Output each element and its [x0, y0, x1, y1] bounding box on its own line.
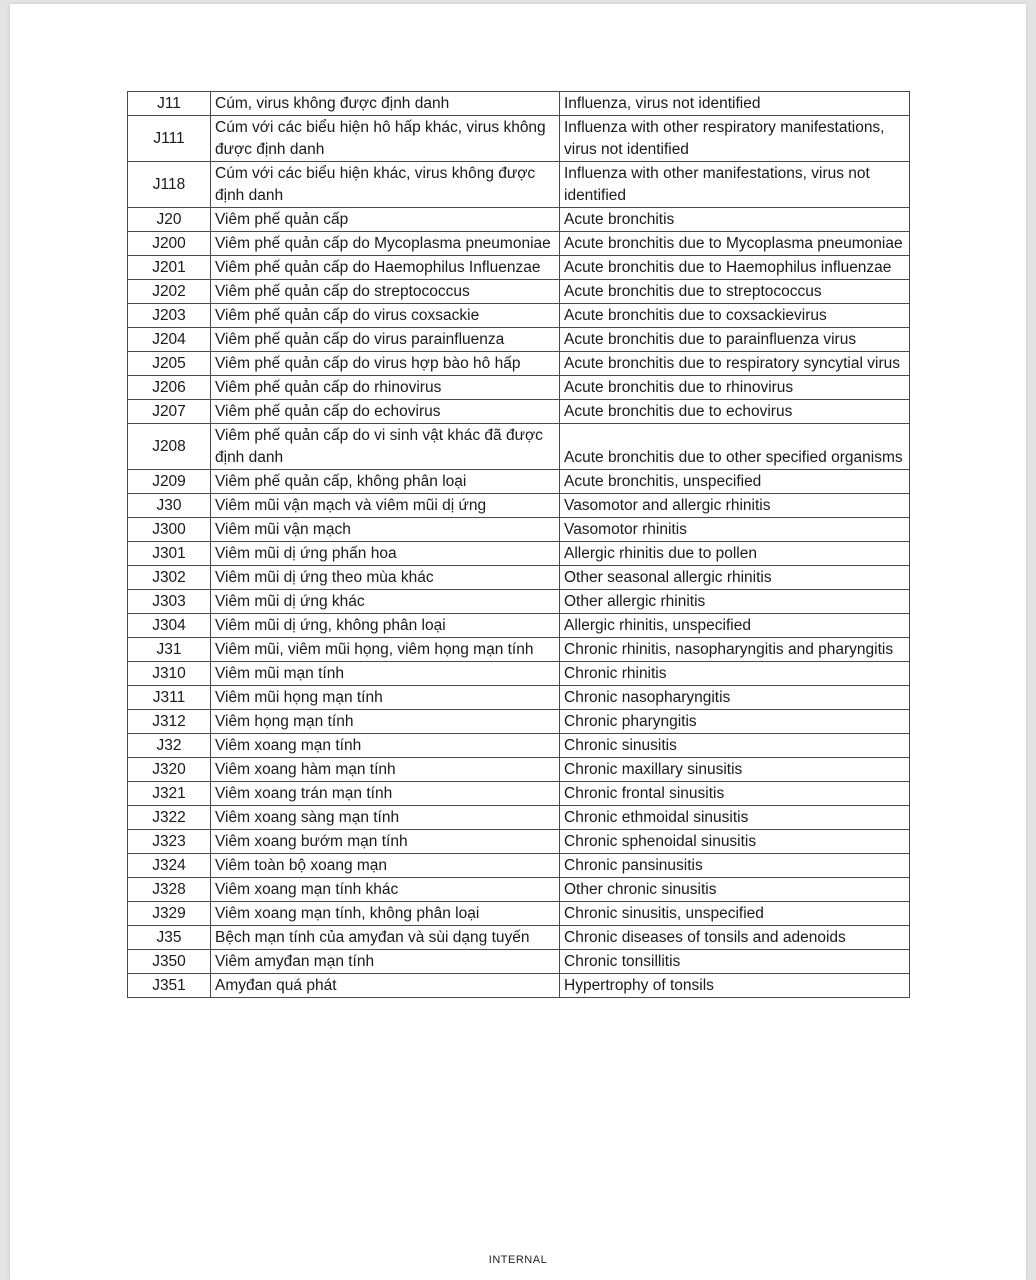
table-row	[128, 638, 910, 662]
vietnamese-description-cell: Viêm xoang mạn tính, không phân loại	[211, 902, 560, 926]
vietnamese-description-cell: Viêm phế quản cấp	[211, 208, 560, 232]
code-cell: J206	[128, 376, 211, 400]
table-row	[128, 162, 910, 208]
table-row	[128, 566, 910, 590]
vietnamese-description-cell: Bệch mạn tính của amyđan và sùi dạng tuyến	[211, 926, 560, 950]
table-row	[128, 328, 910, 352]
code-cell: J304	[128, 614, 211, 638]
english-description-cell: Acute bronchitis, unspecified	[560, 470, 910, 494]
code-cell: J205	[128, 352, 211, 376]
vietnamese-description-cell: Viêm xoang trán mạn tính	[211, 782, 560, 806]
table-row	[128, 208, 910, 232]
code-cell: J209	[128, 470, 211, 494]
english-description-cell: Acute bronchitis due to respiratory syncytial virus	[560, 352, 910, 376]
table-row	[128, 806, 910, 830]
table-row	[128, 662, 910, 686]
vietnamese-description-cell: Viêm phế quản cấp do streptococcus	[211, 280, 560, 304]
english-description-cell: Allergic rhinitis due to pollen	[560, 542, 910, 566]
english-description-cell: Vasomotor rhinitis	[560, 518, 910, 542]
vietnamese-description-cell: Viêm xoang hàm mạn tính	[211, 758, 560, 782]
table-row	[128, 734, 910, 758]
english-description-cell: Chronic diseases of tonsils and adenoids	[560, 926, 910, 950]
code-cell: J20	[128, 208, 211, 232]
table-row	[128, 92, 910, 116]
table-row	[128, 950, 910, 974]
vietnamese-description-cell: Viêm mũi vận mạch	[211, 518, 560, 542]
table-row	[128, 116, 910, 162]
english-description-cell: Influenza with other manifestations, virus not identified	[560, 162, 910, 208]
vietnamese-description-cell: Viêm mũi dị ứng khác	[211, 590, 560, 614]
code-cell: J301	[128, 542, 211, 566]
table-row	[128, 400, 910, 424]
vietnamese-description-cell: Viêm xoang bướm mạn tính	[211, 830, 560, 854]
vietnamese-description-cell: Cúm với các biểu hiện hô hấp khác, virus không được định danh	[211, 116, 560, 162]
table-row	[128, 686, 910, 710]
english-description-cell: Chronic maxillary sinusitis	[560, 758, 910, 782]
table-row	[128, 926, 910, 950]
english-description-cell: Acute bronchitis due to streptococcus	[560, 280, 910, 304]
code-cell: J302	[128, 566, 211, 590]
vietnamese-description-cell: Viêm mũi dị ứng, không phân loại	[211, 614, 560, 638]
code-cell: J11	[128, 92, 211, 116]
english-description-cell: Acute bronchitis	[560, 208, 910, 232]
code-cell: J350	[128, 950, 211, 974]
code-cell: J320	[128, 758, 211, 782]
vietnamese-description-cell: Viêm mũi mạn tính	[211, 662, 560, 686]
code-cell: J201	[128, 256, 211, 280]
vietnamese-description-cell: Cúm, virus không được định danh	[211, 92, 560, 116]
table-row	[128, 830, 910, 854]
code-cell: J321	[128, 782, 211, 806]
vietnamese-description-cell: Viêm phế quản cấp do Haemophilus Influenzae	[211, 256, 560, 280]
english-description-cell: Acute bronchitis due to other specified organisms	[560, 424, 910, 470]
code-cell: J203	[128, 304, 211, 328]
english-description-cell: Other allergic rhinitis	[560, 590, 910, 614]
english-description-cell: Chronic rhinitis	[560, 662, 910, 686]
vietnamese-description-cell: Cúm với các biểu hiện khác, virus không được định danh	[211, 162, 560, 208]
table-row	[128, 590, 910, 614]
vietnamese-description-cell: Viêm phế quản cấp do vi sinh vật khác đã được định danh	[211, 424, 560, 470]
english-description-cell: Other seasonal allergic rhinitis	[560, 566, 910, 590]
english-description-cell: Chronic pharyngitis	[560, 710, 910, 734]
code-cell: J322	[128, 806, 211, 830]
table-row	[128, 710, 910, 734]
vietnamese-description-cell: Viêm mũi vận mạch và viêm mũi dị ứng	[211, 494, 560, 518]
code-cell: J300	[128, 518, 211, 542]
code-cell: J310	[128, 662, 211, 686]
vietnamese-description-cell: Viêm phế quản cấp, không phân loại	[211, 470, 560, 494]
english-description-cell: Acute bronchitis due to parainfluenza virus	[560, 328, 910, 352]
vietnamese-description-cell: Viêm mũi dị ứng phấn hoa	[211, 542, 560, 566]
vietnamese-description-cell: Viêm toàn bộ xoang mạn	[211, 854, 560, 878]
code-cell: J323	[128, 830, 211, 854]
english-description-cell: Chronic tonsillitis	[560, 950, 910, 974]
code-table-body	[128, 92, 910, 998]
code-cell: J324	[128, 854, 211, 878]
code-cell: J111	[128, 116, 211, 162]
code-cell: J312	[128, 710, 211, 734]
code-cell: J35	[128, 926, 211, 950]
table-row	[128, 352, 910, 376]
vietnamese-description-cell: Viêm mũi, viêm mũi họng, viêm họng mạn tính	[211, 638, 560, 662]
english-description-cell: Acute bronchitis due to Mycoplasma pneumoniae	[560, 232, 910, 256]
table-row	[128, 902, 910, 926]
table-row	[128, 232, 910, 256]
icd-code-table	[127, 91, 910, 998]
vietnamese-description-cell: Viêm phế quản cấp do virus coxsackie	[211, 304, 560, 328]
table-row	[128, 256, 910, 280]
table-row	[128, 854, 910, 878]
vietnamese-description-cell: Viêm phế quản cấp do Mycoplasma pneumoniae	[211, 232, 560, 256]
english-description-cell: Chronic sphenoidal sinusitis	[560, 830, 910, 854]
english-description-cell: Chronic ethmoidal sinusitis	[560, 806, 910, 830]
english-description-cell: Influenza, virus not identified	[560, 92, 910, 116]
english-description-cell: Chronic pansinusitis	[560, 854, 910, 878]
english-description-cell: Chronic frontal sinusitis	[560, 782, 910, 806]
table-row	[128, 542, 910, 566]
table-row	[128, 280, 910, 304]
table-row	[128, 518, 910, 542]
table-row	[128, 470, 910, 494]
english-description-cell: Other chronic sinusitis	[560, 878, 910, 902]
code-cell: J200	[128, 232, 211, 256]
code-cell: J328	[128, 878, 211, 902]
code-cell: J207	[128, 400, 211, 424]
english-description-cell: Allergic rhinitis, unspecified	[560, 614, 910, 638]
code-cell: J32	[128, 734, 211, 758]
vietnamese-description-cell: Viêm xoang mạn tính khác	[211, 878, 560, 902]
code-cell: J329	[128, 902, 211, 926]
code-cell: J351	[128, 974, 211, 998]
document-page	[10, 4, 1026, 1280]
english-description-cell: Influenza with other respiratory manifestations, virus not identified	[560, 116, 910, 162]
english-description-cell: Acute bronchitis due to coxsackievirus	[560, 304, 910, 328]
vietnamese-description-cell: Viêm mũi dị ứng theo mùa khác	[211, 566, 560, 590]
code-cell: J303	[128, 590, 211, 614]
english-description-cell: Vasomotor and allergic rhinitis	[560, 494, 910, 518]
english-description-cell: Acute bronchitis due to Haemophilus influenzae	[560, 256, 910, 280]
table-row	[128, 782, 910, 806]
table-row	[128, 376, 910, 400]
code-cell: J208	[128, 424, 211, 470]
english-description-cell: Chronic sinusitis	[560, 734, 910, 758]
table-row	[128, 304, 910, 328]
vietnamese-description-cell: Viêm phế quản cấp do echovirus	[211, 400, 560, 424]
code-cell: J202	[128, 280, 211, 304]
table-row	[128, 494, 910, 518]
english-description-cell: Chronic nasopharyngitis	[560, 686, 910, 710]
vietnamese-description-cell: Viêm phế quản cấp do virus parainfluenza	[211, 328, 560, 352]
vietnamese-description-cell: Viêm phế quản cấp do virus hợp bào hô hấp	[211, 352, 560, 376]
english-description-cell: Acute bronchitis due to echovirus	[560, 400, 910, 424]
vietnamese-description-cell: Amyđan quá phát	[211, 974, 560, 998]
vietnamese-description-cell: Viêm họng mạn tính	[211, 710, 560, 734]
table-row	[128, 614, 910, 638]
vietnamese-description-cell: Viêm phế quản cấp do rhinovirus	[211, 376, 560, 400]
table-row	[128, 424, 910, 470]
table-row	[128, 878, 910, 902]
vietnamese-description-cell: Viêm xoang sàng mạn tính	[211, 806, 560, 830]
english-description-cell: Chronic rhinitis, nasopharyngitis and pharyngitis	[560, 638, 910, 662]
english-description-cell: Chronic sinusitis, unspecified	[560, 902, 910, 926]
table-row	[128, 758, 910, 782]
table-row	[128, 974, 910, 998]
english-description-cell: Acute bronchitis due to rhinovirus	[560, 376, 910, 400]
code-cell: J311	[128, 686, 211, 710]
code-cell: J30	[128, 494, 211, 518]
footer-label: INTERNAL	[488, 1254, 548, 1266]
vietnamese-description-cell: Viêm amyđan mạn tính	[211, 950, 560, 974]
vietnamese-description-cell: Viêm xoang mạn tính	[211, 734, 560, 758]
code-cell: J204	[128, 328, 211, 352]
english-description-cell: Hypertrophy of tonsils	[560, 974, 910, 998]
code-cell: J31	[128, 638, 211, 662]
vietnamese-description-cell: Viêm mũi họng mạn tính	[211, 686, 560, 710]
code-cell: J118	[128, 162, 211, 208]
